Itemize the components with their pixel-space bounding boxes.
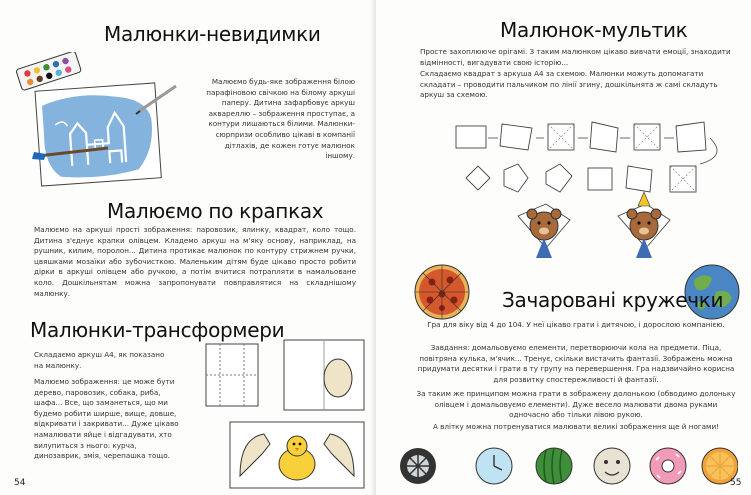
section-title-invisible-drawings: Малюнки-невидимки [104, 22, 321, 46]
circles-row-illustration [398, 440, 738, 490]
transformer-drawings-text: Малюємо зображення: це може бути дерево, паровозик, собака, риба, шафа... Все, що заманеться, що ми будемо робити ширше, вище, довше, відкривати і закривати... Дуже цікаво намалювати яйце і відгадувати, хто вилупиться з нього: курча, динозаврик, змія, черепашка тощо. [34, 377, 179, 461]
section-title-enchanted-circles: Зачаровані кружечки [502, 288, 724, 312]
invisible-drawings-text: Малюємо будь-яке зображення білою парафіновою свічкою на білому аркуші паперу. Дитина зафарбовує аркуш аквареллю – зображення проступає, а контури лишаються білими. Малюнки-сюрпризи особливо цікаві в компанії дітлахів, де кожен готує малюнок іншому. [206, 77, 355, 161]
section-title-transformer-drawings: Малюнки-трансформери [30, 318, 285, 342]
cartoon-drawing-intro: Просте захоплююче орігамі. З таким малюнком цікаво вивчати емоції, знаходити відмінності, вигадувати свою історію... [420, 47, 731, 67]
enchanted-circles-age-text: Гра для віку від 4 до 104. У неї цікаво грати і дитячою, і дорослою компанією. [427, 320, 725, 329]
enchanted-circles-feet-text: А влітку можна потренуватися малювати великі зображення ще й ногами! [432, 422, 720, 431]
watercolor-painting-illustration [8, 52, 178, 192]
pizza-circle-illustration [412, 262, 472, 322]
section-title-cartoon-drawing: Малюнок-мультик [500, 18, 688, 42]
cartoon-drawing-text: Складаємо квадрат з аркуша А4 за схемою. Малюнки можуть допомагати складати – проводити пальчиком по лінії згину, дошкільнята ж самі складуть аркуш за схемою. [420, 69, 718, 100]
left-page [0, 0, 375, 495]
origami-fold-diagram-illustration [448, 108, 748, 278]
enchanted-circles-hand-text: За таким же принципом можна грати в зображену долонькою (обводимо долоньку олівцем і домальовуємо елементи). Дуже весело малювати двома руками одночасно або тільки лівою рукою. [416, 389, 736, 420]
page-number-left: 54 [14, 478, 26, 488]
page-number-right: 55 [730, 478, 742, 488]
section-title-dot-drawing: Малюємо по крапках [107, 199, 324, 223]
dot-drawing-text: Малюємо на аркуші прості зображення: паровозик, ялинку, квадрат, коло тощо. Дитина з'єднує крапки олівцем. Кладемо аркуш на м'яку основу, наприклад, на рушник, килим, поролон... Дитина протикає малюнок по контуру стрижнем ручки, цвяшками мозаїки або зубочисткою. Маленьким дітям буде цікаво просто робити дірки в аркуші олівцем або ручкою, а потім вчитися потрапляти в намальоване коло. Дошкільнятам можна запропонувати повправлятися на складнішому малюнку. [34, 225, 356, 298]
transformer-fold-text: Складаємо аркуш А4, як показано на малюнку. [34, 350, 165, 370]
right-page [376, 0, 751, 495]
egg-chick-fold-illustration [200, 336, 370, 491]
enchanted-circles-task-text: Завдання: домальовуємо елементи, перетворюючи кола на предмети. Піца, повітряна кулька, м'ячик... Тренує, скільки вистачить фантазії. Зображень можна придумати десятки і грати в ту групу на перевершення. Гра надзвичайно корисна для розвитку спостережливості й фантазії. [417, 343, 735, 384]
